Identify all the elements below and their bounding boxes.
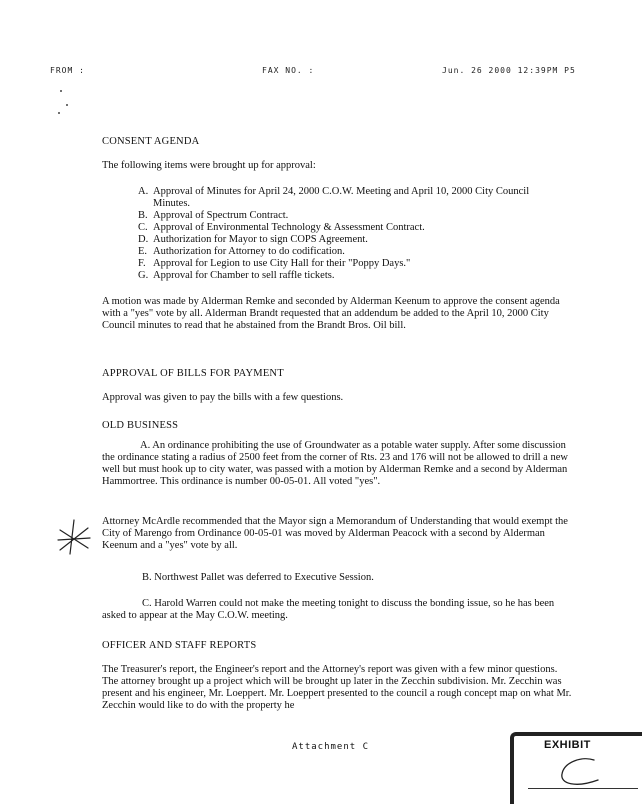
old-business-item-b: B. Northwest Pallet was deferred to Executive Session. [142,572,374,583]
agenda-item [138,186,538,210]
agenda-item [138,210,538,222]
consent-agenda-intro: The following items were brought up for approval: [102,160,316,171]
agenda-item-letter: E. [138,246,148,257]
agenda-item [138,246,538,258]
scan-speck [58,112,60,114]
agenda-item-text: Approval of Environmental Technology & Assessment Contract. [153,222,425,233]
exhibit-sticker [510,732,642,804]
agenda-item-letter: D. [138,234,149,245]
agenda-item-letter: B. [138,210,148,221]
agenda-item-text: Approval for Chamber to sell raffle tickets. [153,270,335,281]
fax-date-time: Jun. 26 2000 12:39PM P5 [442,66,576,75]
agenda-item-letter: F. [138,258,146,269]
scan-speck [66,104,68,106]
fax-number-label: FAX NO. : [262,66,315,75]
bills-heading: APPROVAL OF BILLS FOR PAYMENT [102,368,284,379]
handwritten-exhibit-mark [554,754,606,790]
officer-reports-text: The Treasurer's report, the Engineer's report and the Attorney's report was given with a few minor questions. The attorney brought up a project which will be brought up later in the Zecchin subdivision. Mr. Zecchin was present and his engineer, Mr. Loeppert. Mr. Loeppert presented to the council a rough concept map on what Mr. Zecchin would like to do with the property he [102,664,572,711]
consent-agenda-heading: CONSENT AGENDA [102,136,200,147]
agenda-item-text: Approval for Legion to use City Hall for their "Poppy Days." [153,258,411,269]
agenda-item [138,222,538,234]
fax-from-label: FROM : [50,66,85,75]
old-business-attorney-note: Attorney McArdle recommended that the Mayor sign a Memorandum of Understanding that would exempt the City of Marengo from Ordinance 00-05-01 was moved by Alderman Peacock with a second by Alderman Keenum and a "yes" vote by all. [102,516,568,551]
officer-reports-heading: OFFICER AND STAFF REPORTS [102,640,257,651]
agenda-item-text: Approval of Minutes for April 24, 2000 C.O.W. Meeting and April 10, 2000 City Council Minutes. [153,186,530,209]
old-business-heading: OLD BUSINESS [102,420,179,431]
old-business-item-a: A. An ordinance prohibiting the use of Groundwater as a potable water supply. After some discussion the ordinance stating a radius of 2500 feet from the corner of Rts. 23 and 176 will not be allowed to drill a new well but must hook up to city water, was passed with a motion by Alderman Remke and a second by Alderman Hammortree. This ordinance is number 00-05-01. All voted "yes". [102,440,568,487]
agenda-item-letter: A. [138,186,149,197]
handwritten-star-mark [56,518,92,558]
agenda-item [138,270,538,282]
consent-agenda-motion: A motion was made by Alderman Remke and seconded by Alderman Keenum to approve the consent agenda with a "yes" vote by all. Alderman Brandt requested that an addendum be added to the April 10, 2000 City Council minutes to read that he abstained from the Brandt Bros. Oil bill. [102,296,560,331]
agenda-item [138,234,538,246]
bills-text: Approval was given to pay the bills with a few questions. [102,392,344,403]
agenda-item [138,258,538,270]
attachment-label: Attachment C [292,742,370,752]
agenda-item-letter: G. [138,270,149,281]
scan-speck [60,90,62,92]
agenda-item-text: Authorization for Attorney to do codification. [153,246,345,257]
agenda-item-text: Approval of Spectrum Contract. [153,210,289,221]
consent-agenda-list [138,186,538,282]
agenda-item-letter: C. [138,222,148,233]
exhibit-line [528,788,638,789]
agenda-item-text: Authorization for Mayor to sign COPS Agreement. [153,234,368,245]
old-business-item-c: C. Harold Warren could not make the meeting tonight to discuss the bonding issue, so he has been asked to appear at the May C.O.W. meeting. [102,598,555,621]
exhibit-label: EXHIBIT [544,739,591,751]
